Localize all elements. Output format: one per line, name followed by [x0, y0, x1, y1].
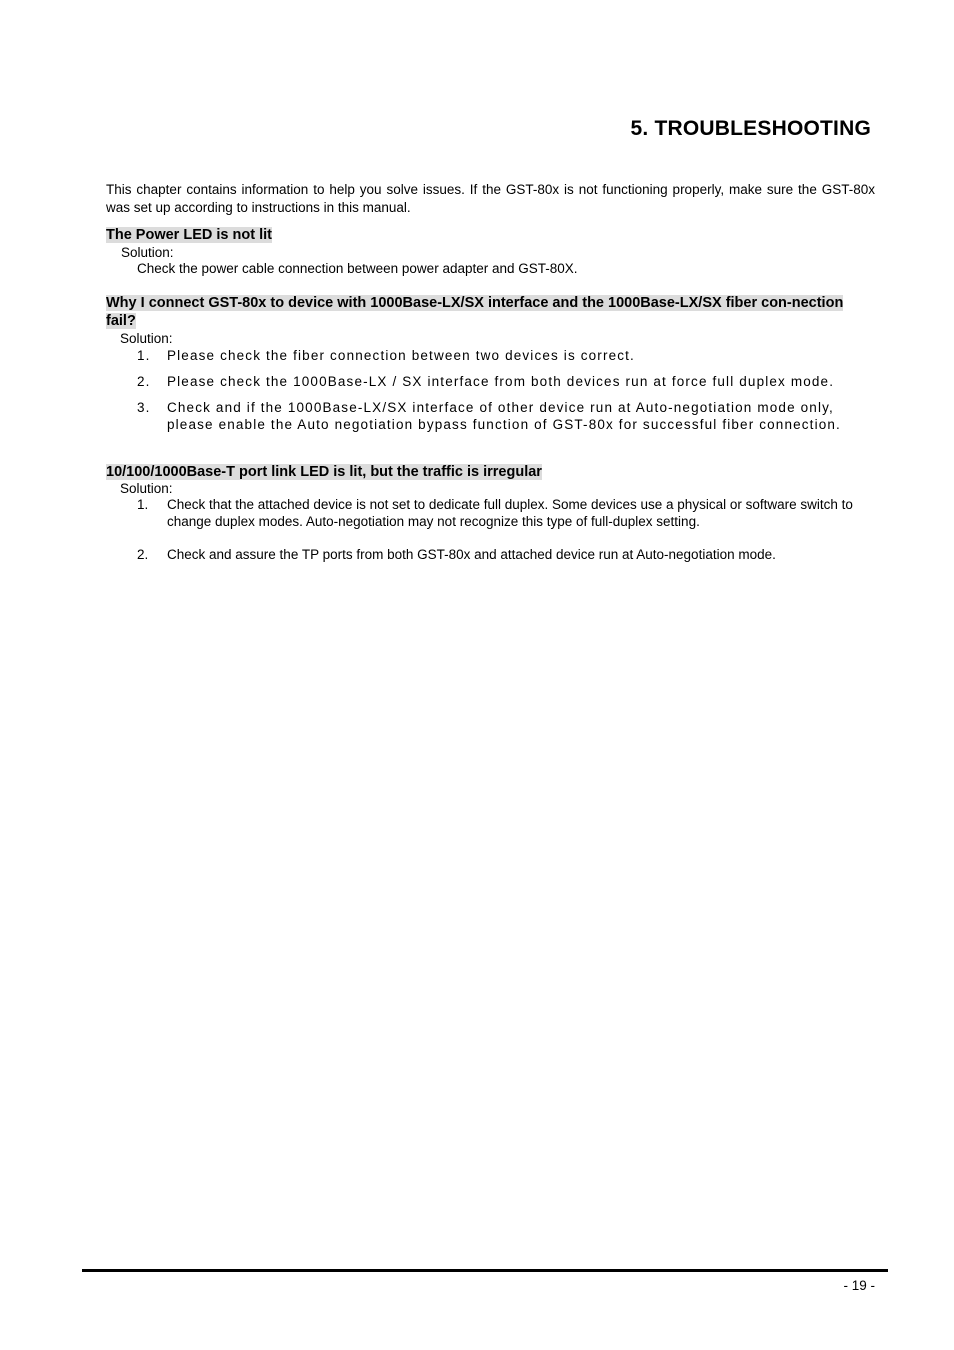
- list-item-text: Check and assure the TP ports from both GST-80x and attached device run at Auto-negotiation mode.: [167, 547, 776, 562]
- list-item-text: Please check the fiber connection between two devices is correct.: [167, 348, 635, 363]
- footer-divider: [82, 1269, 888, 1272]
- solution-list-item: [137, 496, 877, 530]
- solution-list-item: [137, 546, 877, 563]
- section-heading-text: Why I connect GST-80x to device with 1000Base-LX/SX interface and the 1000Base-LX/SX fiber con-nection fail?: [106, 295, 844, 329]
- section-heading-traffic-irregular: [106, 463, 542, 481]
- chapter-title: 5. TROUBLESHOOTING: [630, 117, 871, 140]
- page-number: - 19 -: [843, 1278, 875, 1293]
- solution-list-item: [137, 347, 877, 364]
- solution-text: Check the power cable connection between power adapter and GST-80X.: [137, 261, 578, 276]
- solution-label: Solution:: [120, 331, 173, 346]
- list-item-text: Check and if the 1000Base-LX/SX interface of other device run at Auto-negotiation mode only, please enable the Auto negotiation bypass function of GST-80x for successful fiber connection.: [167, 400, 841, 432]
- list-item-number: 2.: [137, 547, 149, 562]
- section-heading-text: The Power LED is not lit: [106, 227, 272, 243]
- solution-list-item: [137, 373, 877, 390]
- section-heading-power-led: [106, 226, 272, 244]
- list-item-number: 1.: [137, 348, 151, 363]
- list-item-number: 2.: [137, 374, 151, 389]
- list-item-text: Please check the 1000Base-LX / SX interface from both devices run at force full duplex mode.: [167, 374, 835, 389]
- section-heading-fiber-connection: [106, 294, 876, 330]
- section-heading-text: 10/100/1000Base-T port link LED is lit, but the traffic is irregular: [106, 464, 542, 480]
- list-item-number: 1.: [137, 497, 149, 512]
- list-item-text: Check that the attached device is not set to dedicate full duplex. Some devices use a physical or software switch to change duplex modes. Auto-negotiation may not recognize this type of full-duplex setting.: [167, 497, 853, 529]
- solution-list-item: [137, 399, 877, 433]
- solution-label: Solution:: [120, 481, 173, 496]
- solution-label: Solution:: [121, 245, 174, 260]
- intro-paragraph: This chapter contains information to help you solve issues. If the GST-80x is not functioning properly, make sure the GST-80x was set up according to instructions in this manual.: [106, 182, 875, 215]
- list-item-number: 3.: [137, 400, 151, 415]
